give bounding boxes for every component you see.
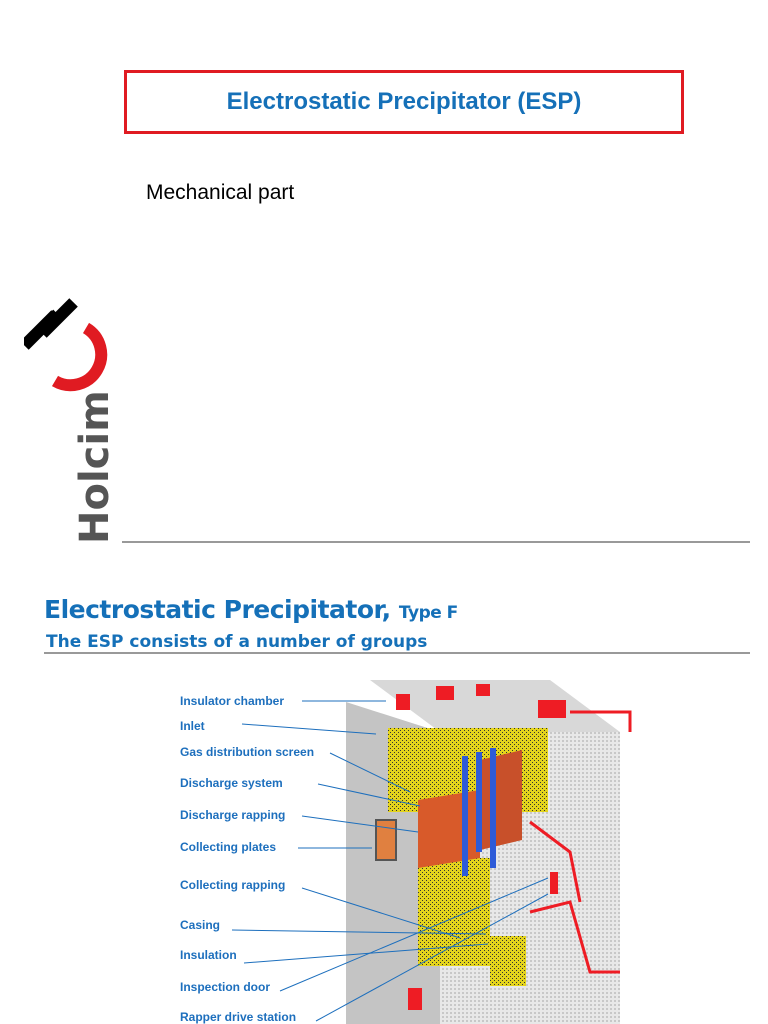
rapper-drive: [550, 872, 558, 894]
label-inspection-door: Inspection door: [180, 980, 270, 994]
section-heading-type: Type F: [398, 603, 458, 623]
label-collecting-rapping: Collecting rapping: [180, 878, 286, 892]
insulator-chamber-1: [396, 694, 410, 710]
label-casing: Casing: [180, 918, 221, 932]
label-insulator-chamber: Insulator chamber: [180, 694, 285, 708]
label-discharge-system: Discharge system: [180, 776, 283, 790]
insulator-chamber-2: [436, 686, 454, 700]
section-heading-main: Electrostatic Precipitator,: [44, 595, 391, 624]
section-subheading: The ESP consists of a number of groups: [46, 632, 428, 652]
divider-1: [122, 541, 750, 543]
discharge-frame-3: [490, 748, 496, 868]
label-insulation: Insulation: [180, 948, 237, 962]
rapper-drive-2: [408, 988, 422, 1010]
holcim-logo: [24, 298, 120, 548]
discharge-frame-1: [462, 756, 468, 876]
label-rapper-drive-station: Rapper drive station: [180, 1010, 297, 1024]
label-inlet: Inlet: [180, 719, 205, 733]
section-heading: [44, 595, 458, 624]
divider-2: [44, 652, 750, 654]
label-collecting-plates: Collecting plates: [180, 840, 277, 854]
electrode-block-3: [490, 936, 526, 986]
page-title: Electrostatic Precipitator (ESP): [226, 88, 582, 115]
logo-wordmark: Holcim: [72, 390, 118, 544]
collecting-plates: [418, 790, 480, 868]
title-box: [124, 70, 684, 134]
label-gas-distribution-screen: Gas distribution screen: [180, 745, 315, 759]
electrode-block-2: [418, 858, 490, 966]
logo-arc: [55, 328, 101, 385]
insulator-chamber-3: [476, 684, 490, 696]
label-discharge-rapping: Discharge rapping: [180, 808, 286, 822]
inspection-window: [376, 820, 396, 860]
insulator-chamber-4: [538, 700, 566, 718]
discharge-frame-2: [476, 752, 482, 852]
subtitle: Mechanical part: [146, 181, 295, 204]
collecting-plates-2: [480, 750, 522, 850]
